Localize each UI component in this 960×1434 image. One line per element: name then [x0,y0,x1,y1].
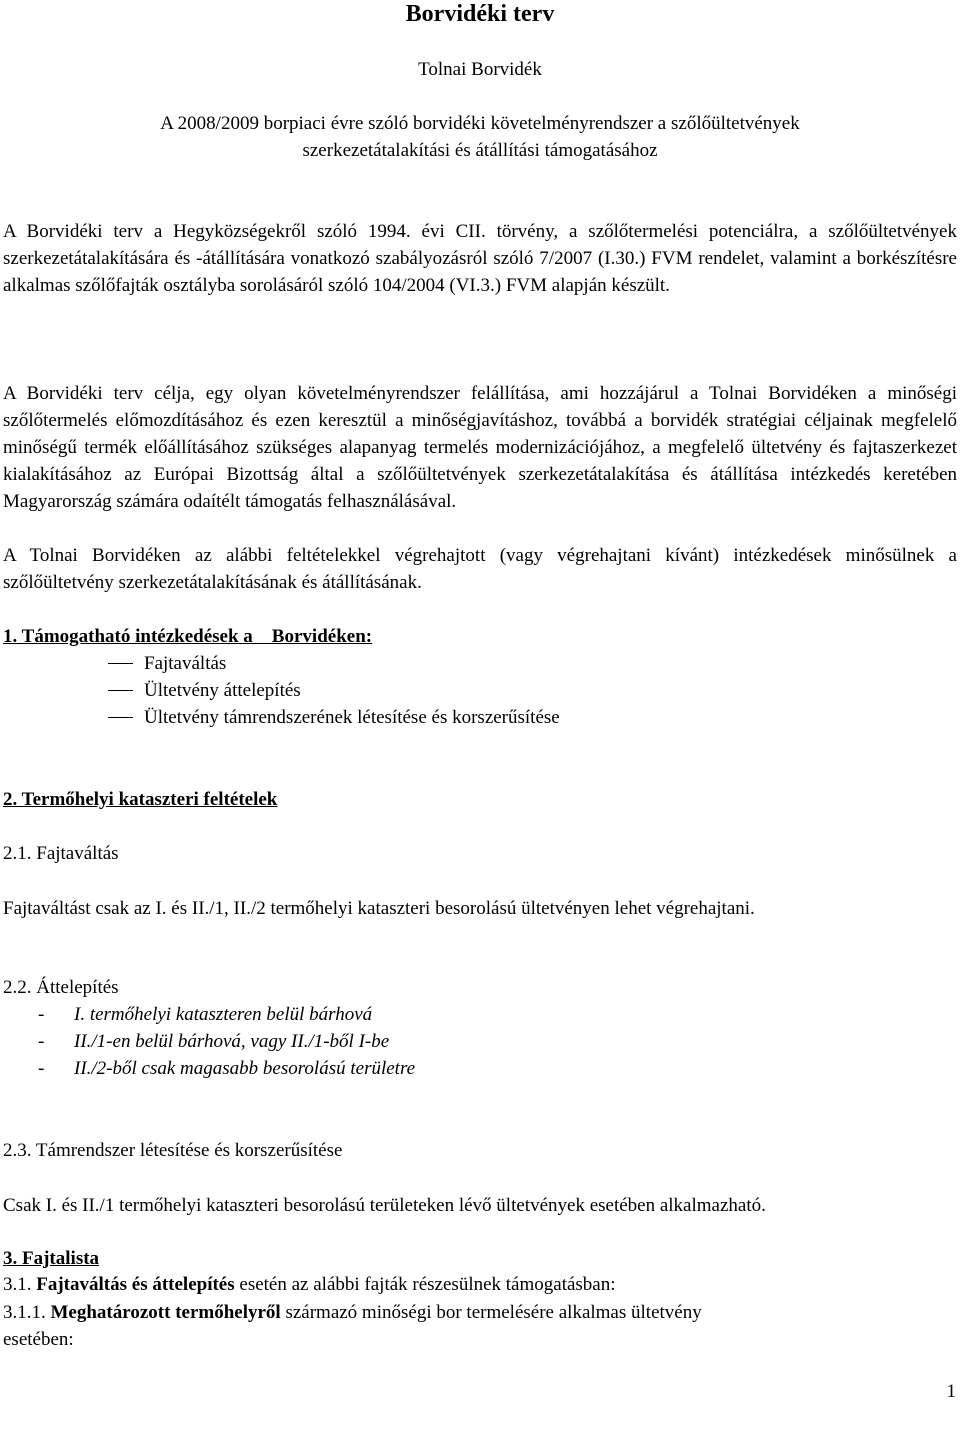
page-number: 1 [946,1381,956,1402]
list-item-label: Ültetvény áttelepítés [144,680,301,701]
list-item-label: II./2-ből csak magasabb besorolású területre [74,1058,416,1079]
intro-paragraph-goal: A Borvidéki terv célja, egy olyan követelményrendszer felállítása, ami hozzájárul a Tolnai Borvidéken a minőségi szőlőtermelés előmozdításához és ezen keresztül a minőségjavításhoz, továbbá a borvidék stratégiai céljainak megfelelő minőségű termék előállításához szükséges alapanyag termelés modernizációjához, a megfelelő ültetvény és fajtaszerkezet kialakításához az Európai Bizottság által a szőlőültetvények szerkezetátalakítása és átállítása intézkedés keretében Magyarország számára odaítélt támogatás felhasználásával. [3,383,957,512]
intro-paragraph-legal-basis: A Borvidéki terv a Hegyközségekről szóló 1994. évi CII. törvény, a szőlőtermelési potenciálra, a szőlőültetvények szerkezetátalakítására és -átállítására vonatkozó szabályozásról szóló 7/2007 (I.30.) FVM rendelet, valamint a borkészítésre alkalmas szőlőfajták osztályba sorolásáról szóló 104/2004 (VI.3.) FVM alapján készült. [3,221,957,296]
list-item-label: Fajtaváltás [144,653,227,674]
section-3-1-1-number: 3.1.1. [3,1302,46,1323]
document-subtitle: Tolnai Borvidék [418,59,542,80]
dash-bullet [108,690,133,691]
list-item [38,1001,372,1028]
section-1-heading: 1. Támogatható intézkedések a Borvidéken: [3,626,373,647]
section-2-1-title: 2.1. Fajtaváltás [3,843,119,864]
purpose-line-2: szerkezetátalakítási és átállítási támogatásához [302,140,658,161]
hyphen-bullet: - [38,1004,45,1025]
dash-bullet [108,717,133,718]
section-2-3-title: 2.3. Támrendszer létesítése és korszerűsítése [3,1140,343,1161]
section-3-1-bold: Fajtaváltás és áttelepítés [36,1274,235,1295]
list-item-label: Ültetvény támrendszerének létesítése és korszerűsítése [144,707,560,728]
section-2-1-text: Fajtaváltást csak az I. és II./1, II./2 termőhelyi kataszteri besorolású ültetvényen lehet végrehajtani. [3,898,755,919]
section-3-1-1-rest: származó minőségi bor termelésére alkalmas ültetvény [280,1302,702,1323]
section-3-1-number: 3.1. [3,1274,32,1295]
hyphen-bullet: - [38,1058,45,1079]
list-item-label: II./1-en belül bárhová, vagy II./1-ből I-be [74,1031,390,1052]
section-2-heading: 2. Termőhelyi kataszteri feltételek [3,789,278,810]
purpose-line-1: A 2008/2009 borpiaci évre szóló borvidéki követelményrendszer a szőlőültetvények [160,113,800,134]
section-3-1-1-line [3,1299,957,1326]
list-item [38,1028,389,1055]
dash-bullet [108,663,133,664]
section-2-2-title: 2.2. Áttelepítés [3,977,119,998]
section-3-1-1-bold: Meghatározott termőhelyről [50,1302,281,1323]
section-2-3-text: Csak I. és II./1 termőhelyi kataszteri besorolású területeken lévő ültetvények esetében alkalmazható. [3,1195,766,1216]
section-3-heading: 3. Fajtalista [3,1248,100,1269]
hyphen-bullet: - [38,1031,45,1052]
list-item [38,1055,415,1082]
document-title: Borvidéki terv [405,1,555,27]
section-3-1-rest: esetén az alábbi fajták részesülnek támogatásban: [234,1274,616,1295]
section-3-1-1-continuation: esetében: [3,1329,74,1350]
list-item-label: I. termőhelyi kataszteren belül bárhová [74,1004,373,1025]
section-3-1-line [3,1271,957,1298]
intro-paragraph-measures: A Tolnai Borvidéken az alábbi feltételekkel végrehajtott (vagy végrehajtani kívánt) intézkedések minősülnek a szőlőültetvény szerkezetátalakításának és átállításának. [3,545,957,593]
